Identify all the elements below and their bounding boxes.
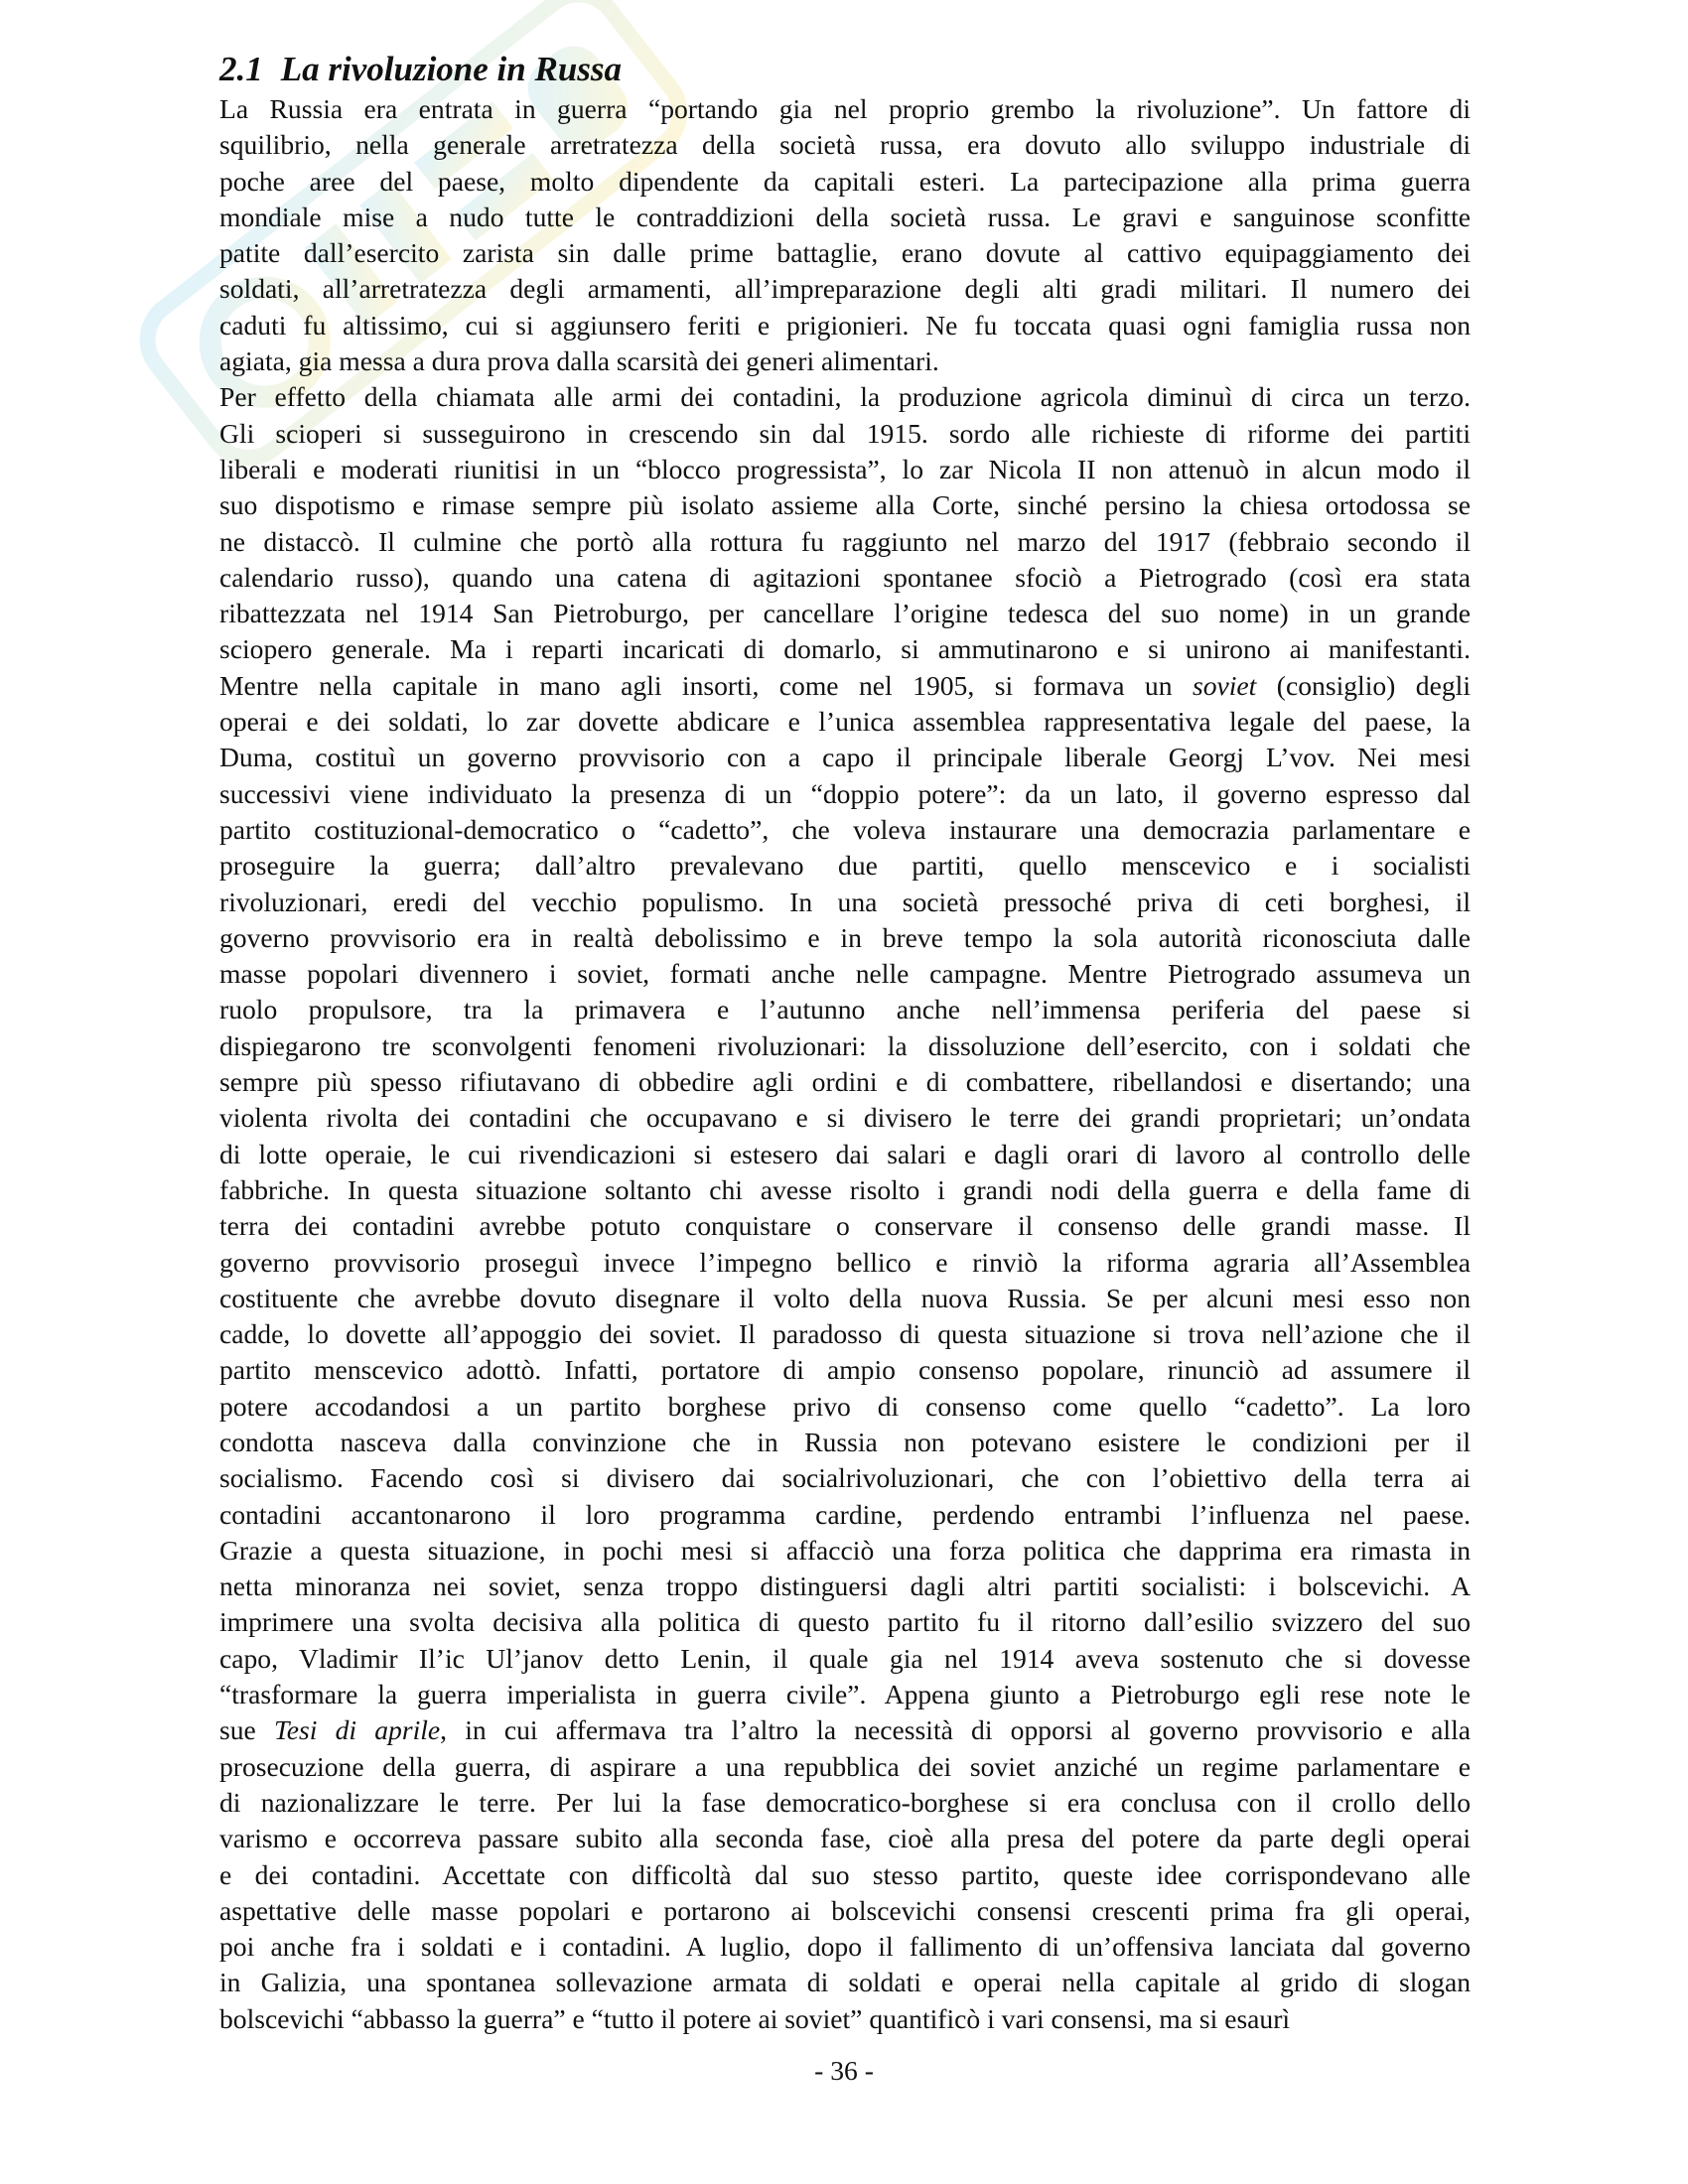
text-line bbox=[219, 956, 1471, 992]
text-segment: governo provvisorio era in realtà debolissimo e in breve tempo la sola autorità riconosciuta dalle bbox=[219, 921, 1471, 953]
text-segment: fabbriche. In questa situazione soltanto chi avesse risolto i grandi nodi della guerra e della fame di bbox=[219, 1173, 1471, 1205]
text-line bbox=[219, 1064, 1471, 1100]
text-segment: sciopero generale. Ma i reparti incaricati di domarlo, si ammutinarono e si unirono ai manifestanti. bbox=[219, 633, 1471, 665]
text-line bbox=[219, 1712, 1471, 1748]
text-segment: cadde, lo dovette all’appoggio dei soviet. Il paradosso di questa situazione si trova nell’azione che il bbox=[219, 1318, 1471, 1350]
text-line bbox=[219, 1533, 1471, 1569]
text-line bbox=[219, 1893, 1471, 1929]
text-line bbox=[219, 1425, 1471, 1460]
text-line bbox=[219, 740, 1471, 775]
text-line bbox=[219, 560, 1471, 596]
text-segment: condotta nasceva dalla convinzione che in Russia non potevano esistere le condizioni per il bbox=[219, 1426, 1471, 1457]
body-text bbox=[219, 91, 1471, 2037]
italic-term: soviet bbox=[1192, 669, 1257, 701]
text-segment: caduti fu altissimo, cui si aggiunsero feriti e prigionieri. Ne fu toccata quasi ogni famiglia russa non bbox=[219, 309, 1471, 341]
text-segment: , in cui affermava tra l’altro la necessità di opporsi al governo provvisorio e alla bbox=[440, 1714, 1471, 1746]
text-segment: soldati, all’arretratezza degli armamenti, all’impreparazione degli alti gradi militari. Il numero dei bbox=[219, 273, 1471, 305]
text-segment: partito costituzional-democratico o “cadetto”, che voleva instaurare una democrazia parlamentare e bbox=[219, 813, 1471, 845]
text-line bbox=[219, 91, 1471, 127]
text-line bbox=[219, 1821, 1471, 1856]
text-segment: (consiglio) degli bbox=[1256, 669, 1471, 701]
text-line bbox=[219, 1857, 1471, 1893]
text-line bbox=[219, 1569, 1471, 1604]
text-line bbox=[219, 343, 1471, 379]
text-segment: imprimere una svolta decisiva alla politica di questo partito fu il ritorno dall’esilio svizzero del suo bbox=[219, 1606, 1471, 1638]
text-line bbox=[219, 1281, 1471, 1316]
text-line bbox=[219, 200, 1471, 235]
text-segment: di lotte operaie, le cui rivendicazioni si estesero dai salari e dagli orari di lavoro al controllo delle bbox=[219, 1138, 1471, 1169]
text-line bbox=[219, 1208, 1471, 1244]
text-line bbox=[219, 127, 1471, 163]
text-segment: potere accodandosi a un partito borghese privo di consenso come quello “cadetto”. La loro bbox=[219, 1390, 1471, 1422]
text-segment: ruolo propulsore, tra la primavera e l’autunno anche nell’immensa periferia del paese si bbox=[219, 994, 1471, 1025]
text-line bbox=[219, 308, 1471, 343]
text-segment: suo dispotismo e rimase sempre più isolato assieme alla Corte, sinché persino la chiesa ortodossa se bbox=[219, 489, 1471, 521]
text-segment: ne distaccò. Il culmine che portò alla rottura fu raggiunto nel marzo del 1917 (febbraio secondo il bbox=[219, 525, 1471, 557]
text-line bbox=[219, 1460, 1471, 1496]
text-segment: calendario russo), quando una catena di agitazioni spontanee sfociò a Pietrogrado (così era stata bbox=[219, 561, 1471, 593]
text-line bbox=[219, 1929, 1471, 1965]
text-segment: poi anche fra i soldati e i contadini. A luglio, dopo il fallimento di un’offensiva lanciata dal governo bbox=[219, 1931, 1471, 1963]
text-line bbox=[219, 1749, 1471, 1785]
text-segment: dispiegarono tre sconvolgenti fenomeni rivoluzionari: la dissoluzione dell’esercito, con i soldati che bbox=[219, 1029, 1471, 1061]
text-line bbox=[219, 920, 1471, 956]
text-segment: governo provvisorio proseguì invece l’impegno bellico e rinviò la riforma agraria all’Assemblea bbox=[219, 1246, 1471, 1278]
text-line bbox=[219, 812, 1471, 848]
text-segment: proseguire la guerra; dall’altro prevalevano due partiti, quello menscevico e i socialisti bbox=[219, 850, 1471, 882]
text-line bbox=[219, 271, 1471, 307]
text-line bbox=[219, 487, 1471, 523]
text-segment: patite dall’esercito zarista sin dalle prime battaglie, erano dovute al cattivo equipaggiamento dei bbox=[219, 237, 1471, 269]
text-line bbox=[219, 1316, 1471, 1352]
text-segment: di nazionalizzare le terre. Per lui la fase democratico-borghese si era conclusa con il crollo dello bbox=[219, 1786, 1471, 1818]
text-line bbox=[219, 2001, 1471, 2037]
text-segment: masse popolari divennero i soviet, formati anche nelle campagne. Mentre Pietrogrado assumeva un bbox=[219, 958, 1471, 990]
text-segment: costituente che avrebbe dovuto disegnare il volto della nuova Russia. Se per alcuni mesi esso non bbox=[219, 1282, 1471, 1313]
text-segment: Duma, costituì un governo provvisorio con a capo il principale liberale Georgj L’vov. Nei mesi bbox=[219, 742, 1471, 773]
text-segment: squilibrio, nella generale arretratezza della società russa, era dovuto allo sviluppo industriale di bbox=[219, 129, 1471, 161]
text-line bbox=[219, 1965, 1471, 2000]
text-line bbox=[219, 776, 1471, 812]
text-segment: poche aree del paese, molto dipendente da capitali esteri. La partecipazione alla prima guerra bbox=[219, 165, 1471, 197]
text-line bbox=[219, 1100, 1471, 1136]
text-segment: Grazie a questa situazione, in pochi mesi si affacciò una forza politica che dapprima era rimasta in bbox=[219, 1534, 1471, 1566]
text-segment: violenta rivolta dei contadini che occupavano e si divisero le terre dei grandi proprietari; un’ondata bbox=[219, 1102, 1471, 1134]
text-segment: La Russia era entrata in guerra “portando gia nel proprio grembo la rivoluzione”. Un fattore di bbox=[219, 93, 1471, 124]
text-line bbox=[219, 631, 1471, 667]
text-segment: prosecuzione della guerra, di aspirare a una repubblica dei soviet anziché un regime parlamentare e bbox=[219, 1750, 1471, 1782]
text-line bbox=[219, 885, 1471, 920]
text-segment: liberali e moderati riunitisi in un “blocco progressista”, lo zar Nicola II non attenuò in alcun modo il bbox=[219, 453, 1471, 484]
text-segment: terra dei contadini avrebbe potuto conquistare o conservare il consenso delle grandi masse. Il bbox=[219, 1210, 1471, 1242]
text-line bbox=[219, 1245, 1471, 1281]
text-line bbox=[219, 1641, 1471, 1677]
text-segment: ribattezzata nel 1914 San Pietroburgo, per cancellare l’origine tedesca del suo nome) in un grande bbox=[219, 598, 1471, 629]
text-segment: successivi viene individuato la presenza di un “doppio potere”: da un lato, il governo espresso dal bbox=[219, 777, 1471, 809]
text-line bbox=[219, 164, 1471, 200]
text-segment: Gli scioperi si susseguirono in crescendo sin dal 1915. sordo alle richieste di riforme dei partiti bbox=[219, 417, 1471, 449]
text-segment: socialismo. Facendo così si divisero dai socialrivoluzionari, che con l’obiettivo della terra ai bbox=[219, 1462, 1471, 1494]
section-title: La rivoluzione in Russa bbox=[280, 50, 623, 88]
text-segment: varismo e occorreva passare subito alla seconda fase, cioè alla presa del potere da parte degli operai bbox=[219, 1823, 1471, 1854]
text-line bbox=[219, 596, 1471, 631]
text-line bbox=[219, 1137, 1471, 1172]
text-line bbox=[219, 1785, 1471, 1821]
section-heading bbox=[219, 50, 1471, 89]
text-line bbox=[219, 1389, 1471, 1425]
section-number: 2.1 bbox=[219, 50, 263, 88]
text-segment: contadini accantonarono il loro programma cardine, perdendo entrambi l’influenza nel paese. bbox=[219, 1498, 1471, 1530]
text-segment: aspettative delle masse popolari e portarono ai bolscevichi consensi crescenti prima fra gli operai, bbox=[219, 1894, 1471, 1926]
text-segment: sue bbox=[219, 1714, 274, 1746]
text-line bbox=[219, 416, 1471, 452]
text-segment: netta minoranza nei soviet, senza troppo distinguersi dagli altri partiti socialisti: i bolscevichi. A bbox=[219, 1570, 1471, 1602]
text-line bbox=[219, 1604, 1471, 1640]
text-segment: in Galizia, una spontanea sollevazione armata di soldati e operai nella capitale al grido di slogan bbox=[219, 1967, 1471, 1998]
italic-term: Tesi di aprile bbox=[273, 1714, 441, 1746]
text-segment: operai e dei soldati, lo zar dovette abdicare e l’unica assemblea rappresentativa legale del paese, la bbox=[219, 706, 1471, 738]
text-line bbox=[219, 1497, 1471, 1533]
text-line bbox=[219, 1352, 1471, 1388]
text-segment: sempre più spesso rifiutavano di obbedire agli ordini e di combattere, ribellandosi e disertando; una bbox=[219, 1066, 1471, 1098]
text-line bbox=[219, 1172, 1471, 1208]
text-line bbox=[219, 524, 1471, 560]
text-segment: capo, Vladimir Il’ic Ul’janov detto Lenin, il quale gia nel 1914 aveva sostenuto che si dovesse bbox=[219, 1642, 1471, 1674]
text-segment: e dei contadini. Accettate con difficoltà dal suo stesso partito, queste idee corrispondevano alle bbox=[219, 1858, 1471, 1890]
text-line bbox=[219, 452, 1471, 487]
text-line bbox=[219, 1028, 1471, 1064]
text-segment: bolscevichi “abbasso la guerra” e “tutto il potere ai soviet” quantificò i vari consensi, ma si esaurì bbox=[219, 2002, 1291, 2034]
text-line bbox=[219, 379, 1471, 415]
text-segment: partito menscevico adottò. Infatti, portatore di ampio consenso popolare, rinunciò ad assumere il bbox=[219, 1354, 1471, 1386]
text-line bbox=[219, 848, 1471, 884]
text-segment: agiata, gia messa a dura prova dalla scarsità dei generi alimentari. bbox=[219, 345, 939, 377]
text-line bbox=[219, 668, 1471, 704]
text-line bbox=[219, 704, 1471, 740]
page-number: - 36 - bbox=[814, 2055, 874, 2086]
text-line bbox=[219, 235, 1471, 271]
text-segment: “trasformare la guerra imperialista in guerra civile”. Appena giunto a Pietroburgo egli rese note le bbox=[219, 1679, 1471, 1710]
text-segment: mondiale mise a nudo tutte le contraddizioni della società russa. Le gravi e sanguinose sconfitte bbox=[219, 201, 1471, 232]
text-line bbox=[219, 992, 1471, 1027]
text-segment: Per effetto della chiamata alle armi dei contadini, la produzione agricola diminuì di circa un terzo. bbox=[219, 381, 1471, 413]
text-segment: Mentre nella capitale in mano agli insorti, come nel 1905, si formava un bbox=[219, 669, 1193, 701]
text-segment: rivoluzionari, eredi del vecchio populismo. In una società pressoché priva di ceti borghesi, il bbox=[219, 886, 1471, 917]
document-page bbox=[219, 50, 1471, 2037]
text-line bbox=[219, 1677, 1471, 1712]
